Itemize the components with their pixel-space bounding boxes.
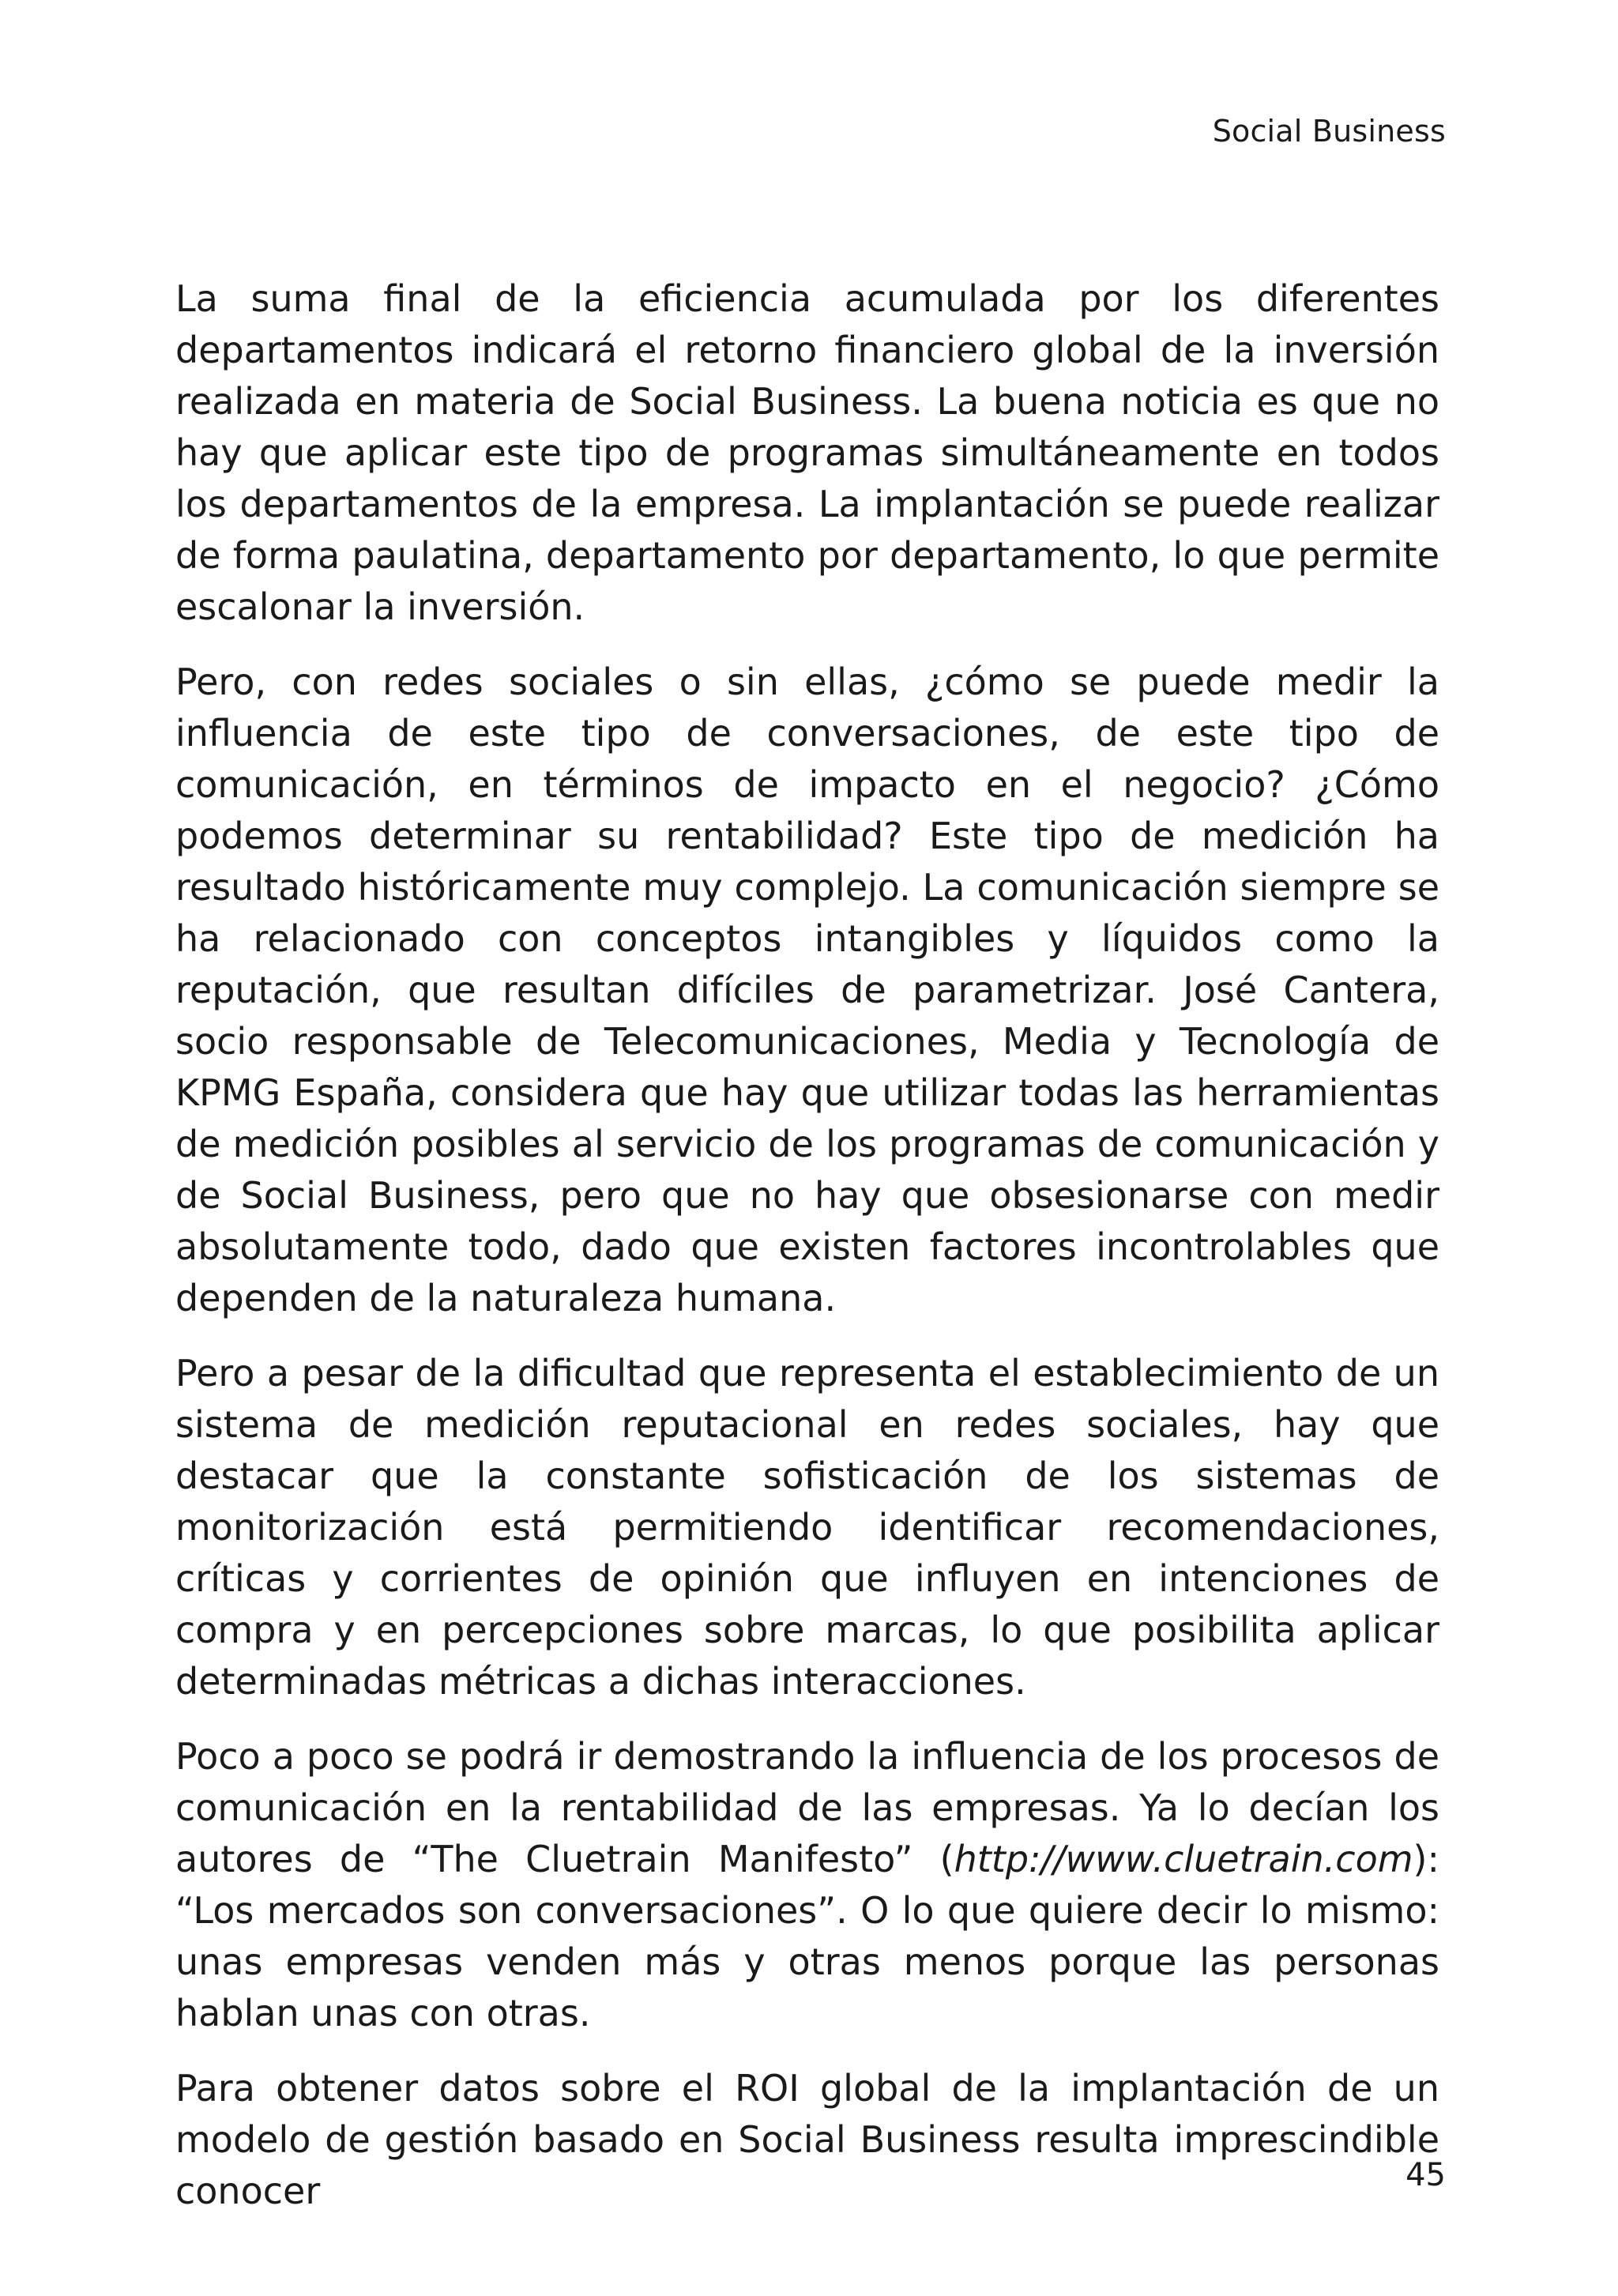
paragraph-2: Pero, con redes sociales o sin ellas, ¿cómo se puede medir la influencia de este tipo de conversaciones, de este tipo de comunicación, en términos de impacto en el negocio? ¿Cómo podemos determinar su rentabilidad? Este tipo de medición ha resultado históricamente muy complejo. La comunicación siempre se ha relacionado con conceptos intangibles y líquidos como la reputación, que resultan difíciles de parametrizar. José Cantera, socio responsable de Telecomunicaciones, Media y Tecnología de KPMG España, considera que hay que utilizar todas las herramientas de medición posibles al servicio de los programas de comunicación y de Social Business, pero que no hay que obsesionarse con medir absolutamente todo, dado que existen factores incontrolables que dependen de la naturaleza humana. <box>175 661 1439 1319</box>
running-header-title: Social Business <box>1212 114 1446 149</box>
page-body <box>175 273 1439 2217</box>
paragraph-5: Para obtener datos sobre el ROI global de la implantación de un modelo de gestión basado en Social Business resulta imprescindible conocer <box>175 2067 1439 2212</box>
paragraph-4 <box>175 1731 1439 2039</box>
cluetrain-url: http://www.cluetrain.com <box>954 1838 1413 1880</box>
paragraph-3: Pero a pesar de la dificultad que representa el establecimiento de un sistema de medición reputacional en redes sociales, hay que destacar que la constante sofisticación de los sistemas de monitorización está permitiendo identificar recomendaciones, críticas y corrientes de opinión que influyen en intenciones de compra y en percepciones sobre marcas, lo que posibilita aplicar determinadas métricas a dichas interacciones. <box>175 1352 1439 1703</box>
paragraph-4-text-before-url: Poco a poco se podrá ir demostrando la influencia de los procesos de comunicación en la rentabilidad de las empresas. Ya lo decían los autores de “The Cluetrain Manifesto” ( <box>175 1735 1439 1880</box>
paragraph-1: La suma final de la eficiencia acumulada por los diferentes departamentos indicará el retorno financiero global de la inversión realizada en materia de Social Business. La buena noticia es que no hay que aplicar este tipo de programas simultáneamente en todos los departamentos de la empresa. La implantación se puede realizar de forma paulatina, departamento por departamento, lo que permite escalonar la inversión. <box>175 277 1439 628</box>
paragraph-4-text-after-url: ): “Los mercados son conversaciones”. O lo que quiere decir lo mismo: unas empresas venden más y otras menos porque las personas hablan unas con otras. <box>175 1838 1439 2034</box>
page-number: 45 <box>1405 2157 1446 2193</box>
